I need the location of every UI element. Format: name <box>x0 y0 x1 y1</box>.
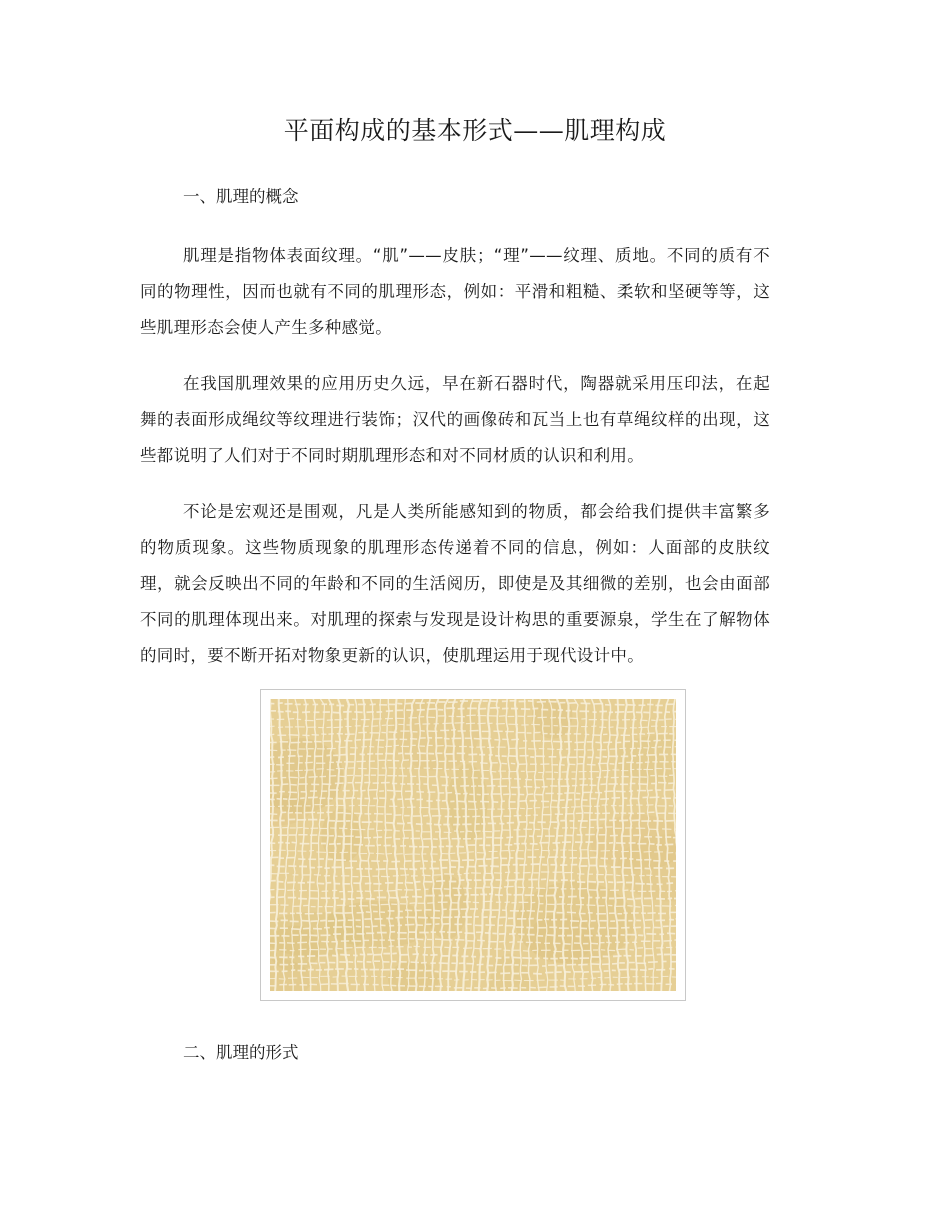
texture-line-vertical <box>512 699 519 991</box>
page-title: 平面构成的基本形式——肌理构成 <box>283 116 667 145</box>
paragraph-history: 在我国肌理效果的应用历史久远，早在新石器时代，陶器就采用压印法，在起舞的表面形成绳纹等纹理进行装饰；汉代的画像砖和瓦当上也有草绳纹样的出现，这些都说明了人们对于不同时期肌理形态和对不同材质的认识和利用。 <box>140 374 770 465</box>
texture-line-vertical <box>520 699 527 991</box>
texture-line-horizontal <box>270 879 673 884</box>
texture-shade <box>426 875 467 939</box>
section-heading-concept: 一、肌理的概念 <box>183 187 299 206</box>
texture-figure <box>260 689 686 1001</box>
paragraph-definition: 肌理是指物体表面纹理。“肌”——皮肤；“理”——纹理、质地。不同的质有不同的物理性，因而也就有不同的肌理形态，例如：平滑和粗糙、柔软和坚硬等等，这些肌理形态会使人产生多种感觉。 <box>140 246 770 337</box>
paragraph-phenomena: 不论是宏观还是围观，凡是人类所能感知到的物质，都会给我们提供丰富繁多的物质现象。这些物质现象的肌理形态传递着不同的信息，例如：人面部的皮肤纹理，就会反映出不同的年龄和不同的生活阅历，即使是及其细微的差别，也会由面部不同的肌理体现出来。对肌理的探索与发现是设计构思的重要源泉，学生在了解物体的同时，要不断开拓对物象更新的认识，使肌理运用于现代设计中。 <box>140 502 770 665</box>
section-heading-forms: 二、肌理的形式 <box>183 1043 299 1062</box>
texture-line-horizontal <box>270 976 676 981</box>
texture-line-horizontal <box>270 983 676 988</box>
woven-texture-svg <box>270 699 676 991</box>
woven-texture-image <box>270 699 676 991</box>
